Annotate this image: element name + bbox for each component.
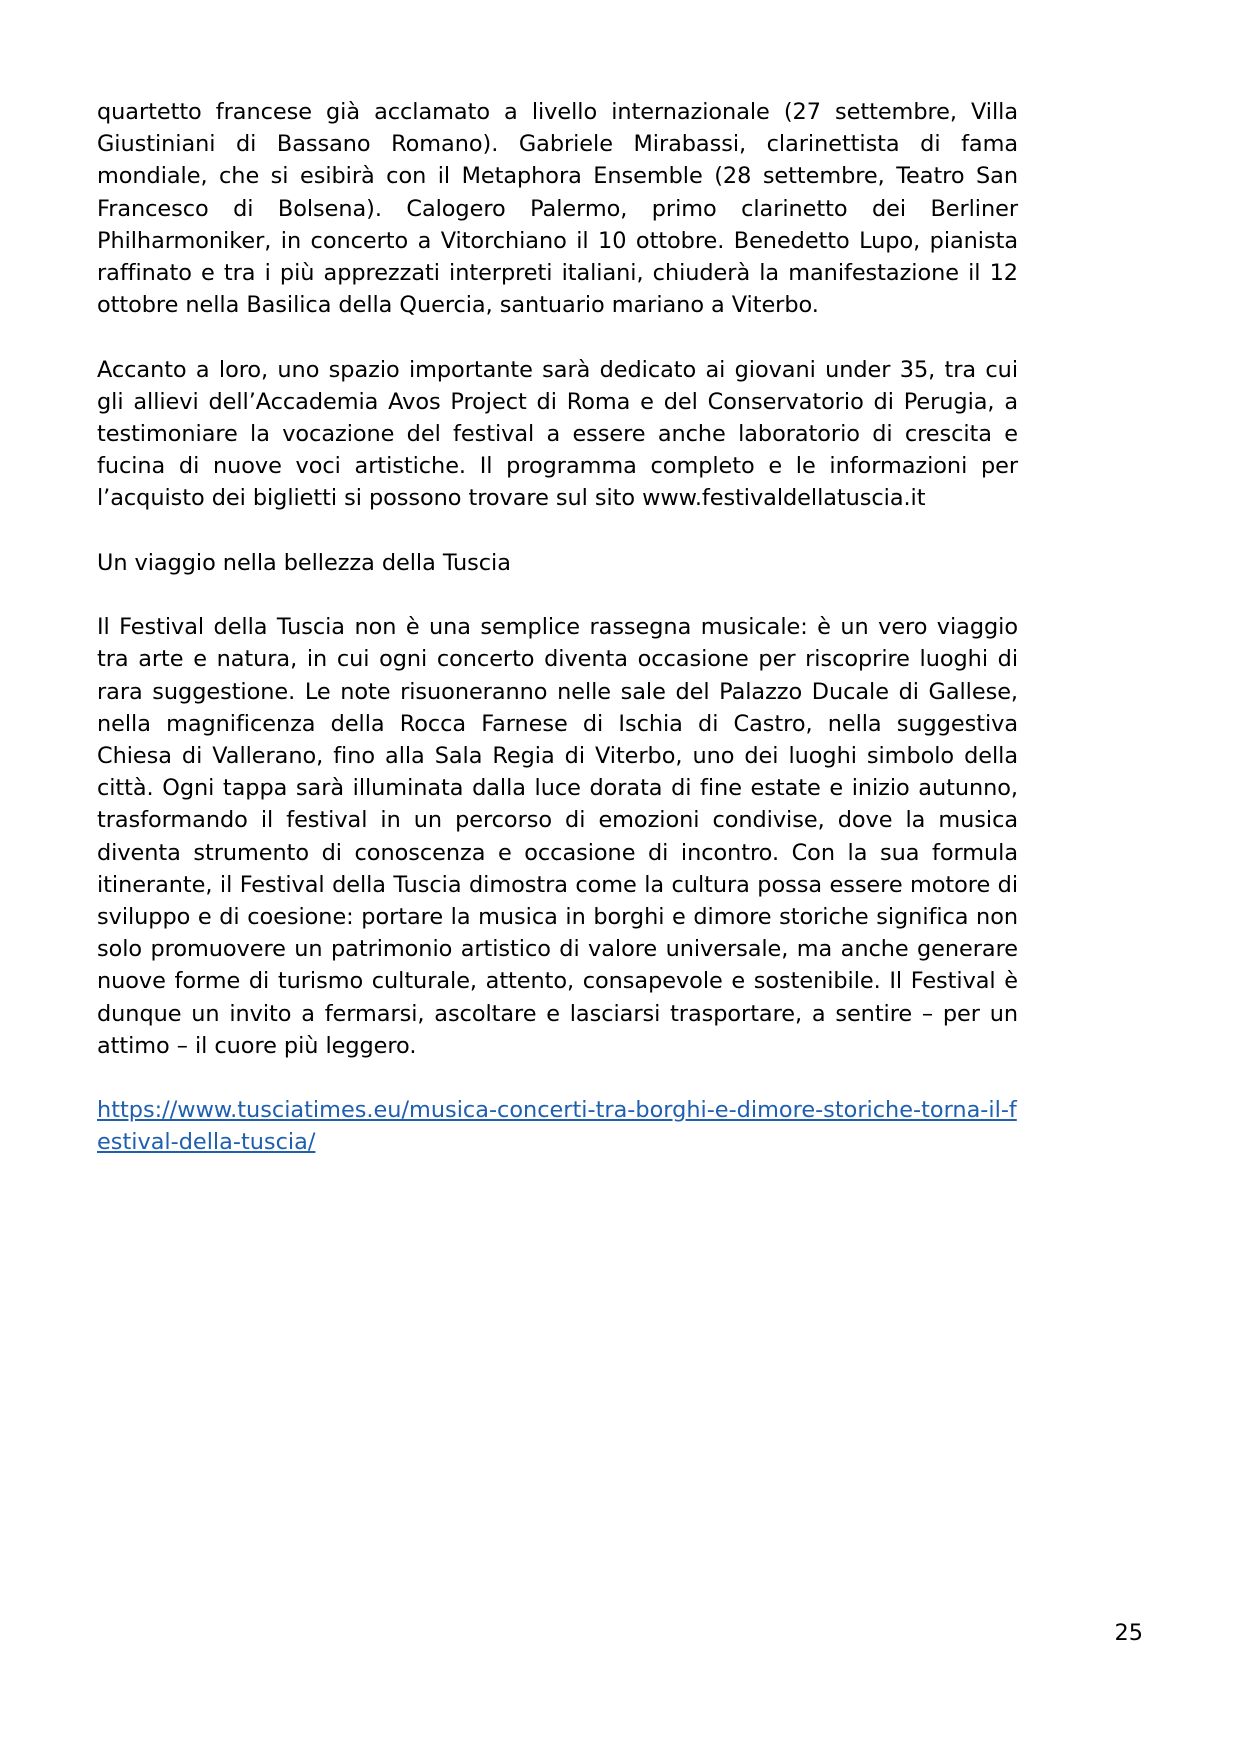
source-link-paragraph (97, 1094, 1018, 1158)
source-article-link[interactable]: https://www.tusciatimes.eu/musica-concerti-tra-borghi-e-dimore-storiche-torna-il-festival-della-tuscia/ (97, 1097, 1017, 1156)
paragraph-young-talents: Accanto a loro, uno spazio importante sarà dedicato ai giovani under 35, tra cui gli allievi dell’Accademia Avos Project di Roma e del Conservatorio di Perugia, a testimoniare la vocazione del festival a essere anche laboratorio di crescita e fucina di nuove voci artistiche. Il programma completo e le informazioni per l’acquisto dei biglietti si possono trovare sul sito www.festivaldellatuscia.it (97, 356, 1018, 512)
paragraph-artists-lineup: quartetto francese già acclamato a livello internazionale (27 settembre, Villa Giustiniani di Bassano Romano). Gabriele Mirabassi, clarinettista di fama mondiale, che si esibirà con il Metaphora Ensemble (28 settembre, Teatro San Francesco di Bolsena). Calogero Palermo, primo clarinetto dei Berliner Philharmoniker, in concerto a Vitorchiano il 10 ottobre. Benedetto Lupo, pianista raffinato e tra i più apprezzati interpreti italiani, chiuderà la manifestazione il 12 ottobre nella Basilica della Quercia, santuario mariano a Viterbo. (97, 99, 1018, 319)
paragraph-spacer (97, 321, 1018, 353)
paragraph-spacer (97, 515, 1018, 547)
page-content (97, 96, 1018, 1159)
paragraph-spacer (97, 1062, 1018, 1094)
section-heading-journey: Un viaggio nella bellezza della Tuscia (97, 549, 511, 576)
paragraph-spacer (97, 579, 1018, 611)
paragraph-festival-description: Il Festival della Tuscia non è una semplice rassegna musicale: è un vero viaggio tra arte e natura, in cui ogni concerto diventa occasione per riscoprire luoghi di rara suggestione. Le note risuoneranno nelle sale del Palazzo Ducale di Gallese, nella magnificenza della Rocca Farnese di Ischia di Castro, nella suggestiva Chiesa di Vallerano, fino alla Sala Regia di Viterbo, uno dei luoghi simbolo della città. Ogni tappa sarà illuminata dalla luce dorata di fine estate e inizio autunno, trasformando il festival in un percorso di emozioni condivise, dove la musica diventa strumento di conoscenza e occasione di incontro. Con la sua formula itinerante, il Festival della Tuscia dimostra come la cultura possa essere motore di sviluppo e di coesione: portare la musica in borghi e dimore storiche significa non solo promuovere un patrimonio artistico di valore universale, ma anche generare nuove forme di turismo culturale, attento, consapevole e sostenibile. Il Festival è dunque un invito a fermarsi, ascoltare e lasciarsi trasportare, a sentire – per un attimo – il cuore più leggero. (97, 614, 1018, 1059)
page-number: 25 (1114, 1620, 1143, 1646)
